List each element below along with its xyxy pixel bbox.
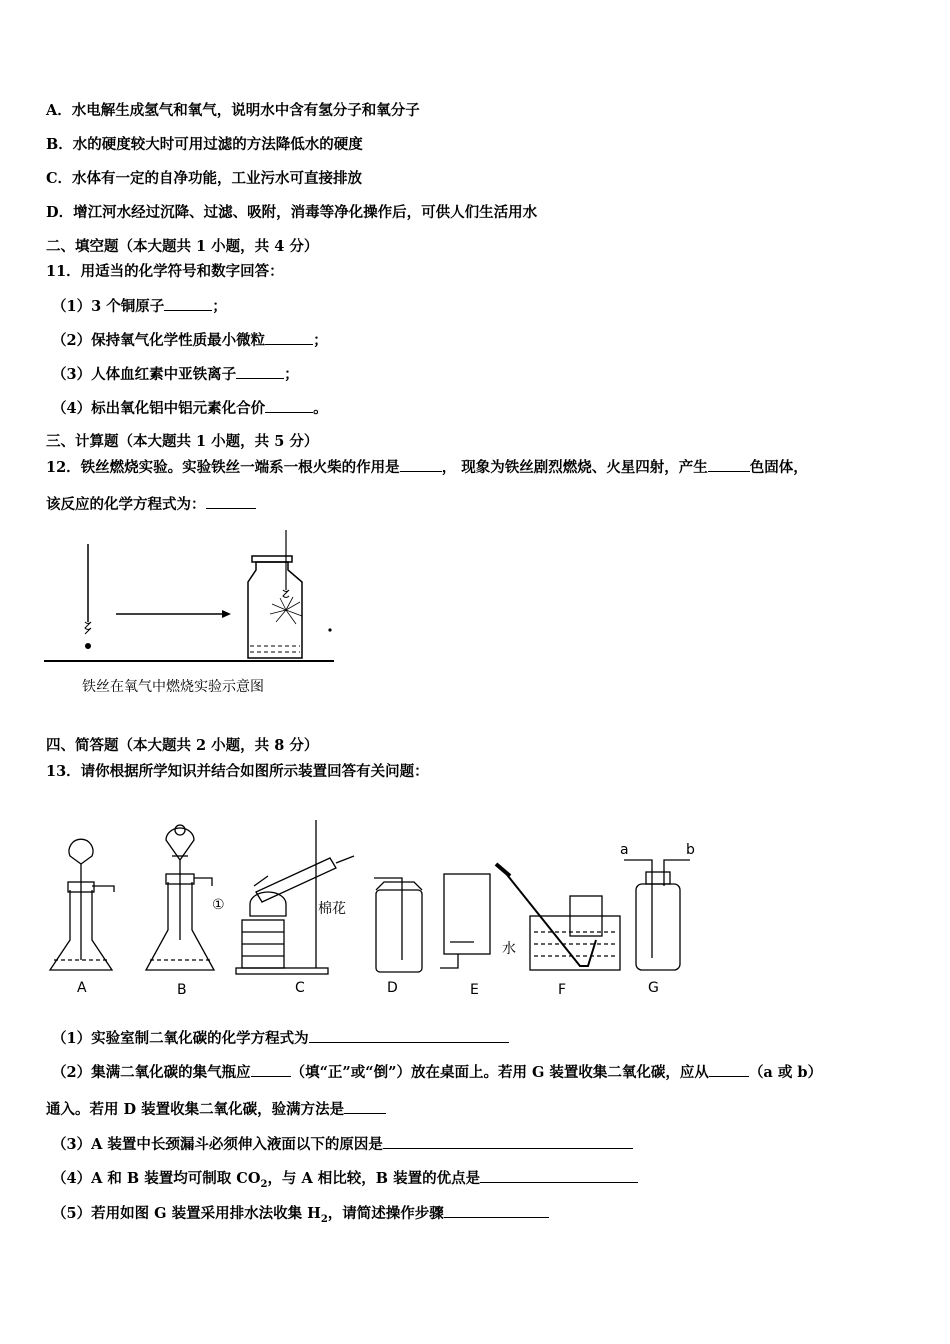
answer-blank[interactable] [206,494,256,509]
label-cotton: 棉花 [318,901,346,917]
label-water: 水 [502,941,516,957]
q13-part-5: （5）若用如图 G 装置采用排水法收集 $H_2$，请简述操作步骤 [52,1203,549,1230]
apparatus-figure [40,820,720,1005]
q13-part-4: （4）A 和 B 装置均可制取 $CO_2$，与 A 相比较，B 装置的优点是 [52,1168,638,1195]
q13-part-3: （3）A 装置中长颈漏斗必须伸入液面以下的原因是 [52,1134,633,1155]
q11-part-1: （1）3 个铜原子 ； [52,298,227,315]
section3-heading: 三、计算题（本大题共 1 小题，共 5 分） [46,433,319,450]
q13-part-2-cont: 通入。若用 D 装置收集二氧化碳，验满方法是 [46,1099,386,1120]
answer-blank[interactable] [251,1062,291,1077]
q12-line2: 该反应的化学方程式为： [46,494,256,515]
answer-blank[interactable] [309,1028,509,1043]
answer-blank[interactable] [265,398,313,413]
option-b: B．水的硬度较大时可用过滤的方法降低水的硬度 [46,136,363,153]
answer-blank[interactable] [344,1099,386,1114]
q13-part-2: （2）集满二氧化碳的集气瓶应 （填“正”或“倒”）放在桌面上。若用 G 装置收集二氧化碳，应从 （a 或 b） [52,1064,823,1081]
label-b: b [686,842,695,858]
option-d: D．增江河水经过沉降、过滤、吸附，消毒等净化操作后，可供人们生活用水 [46,204,538,221]
label-a: a [620,842,629,858]
answer-blank[interactable] [444,1203,549,1218]
answer-blank[interactable] [400,457,442,472]
label-circle-1: ① [212,897,225,913]
apparatus-label-a: A [77,980,87,996]
answer-blank[interactable] [708,457,750,472]
apparatus-label-e: E [470,982,479,998]
q13-part-1: （1）实验室制二氧化碳的化学方程式为 [52,1028,509,1049]
iron-combustion-figure [44,530,344,700]
answer-blank[interactable] [383,1134,633,1149]
answer-blank[interactable] [164,296,212,311]
q11-stem: 11．用适当的化学符号和数字回答： [46,263,284,280]
answer-blank[interactable] [709,1062,749,1077]
answer-blank[interactable] [236,364,284,379]
q12-line1: 12．铁丝燃烧实验。实验铁丝一端系一根火柴的作用是 ， 现象为铁丝剧烈燃烧、火星四射，产生 色固体， [46,459,808,476]
section2-heading: 二、填空题（本大题共 1 小题，共 4 分） [46,238,319,255]
option-a: A．水电解生成氢气和氧气，说明水中含有氢分子和氧分子 [46,102,420,119]
q11-part-4: （4）标出氧化铝中铝元素化合价 。 [52,400,328,417]
apparatus-label-c: C [295,980,305,996]
apparatus-label-d: D [387,980,398,996]
answer-blank[interactable] [480,1168,638,1183]
apparatus-label-b: B [177,982,187,998]
figure-caption: 铁丝在氧气中燃烧实验示意图 [82,679,264,695]
iron-combustion-diagram [44,530,344,700]
q11-part-3: （3）人体血红素中亚铁离子 ； [52,366,299,383]
q11-part-2: （2）保持氧气化学性质最小微粒 ； [52,332,328,349]
apparatus-label-f: F [558,982,567,998]
option-c: C．水体有一定的自净功能，工业污水可直接排放 [46,170,363,187]
q13-stem: 13．请你根据所学知识并结合如图所示装置回答有关问题： [46,763,429,780]
section4-heading: 四、简答题（本大题共 2 小题，共 8 分） [46,737,319,754]
answer-blank[interactable] [265,330,313,345]
apparatus-diagram [40,820,720,1005]
apparatus-label-g: G [648,980,659,996]
